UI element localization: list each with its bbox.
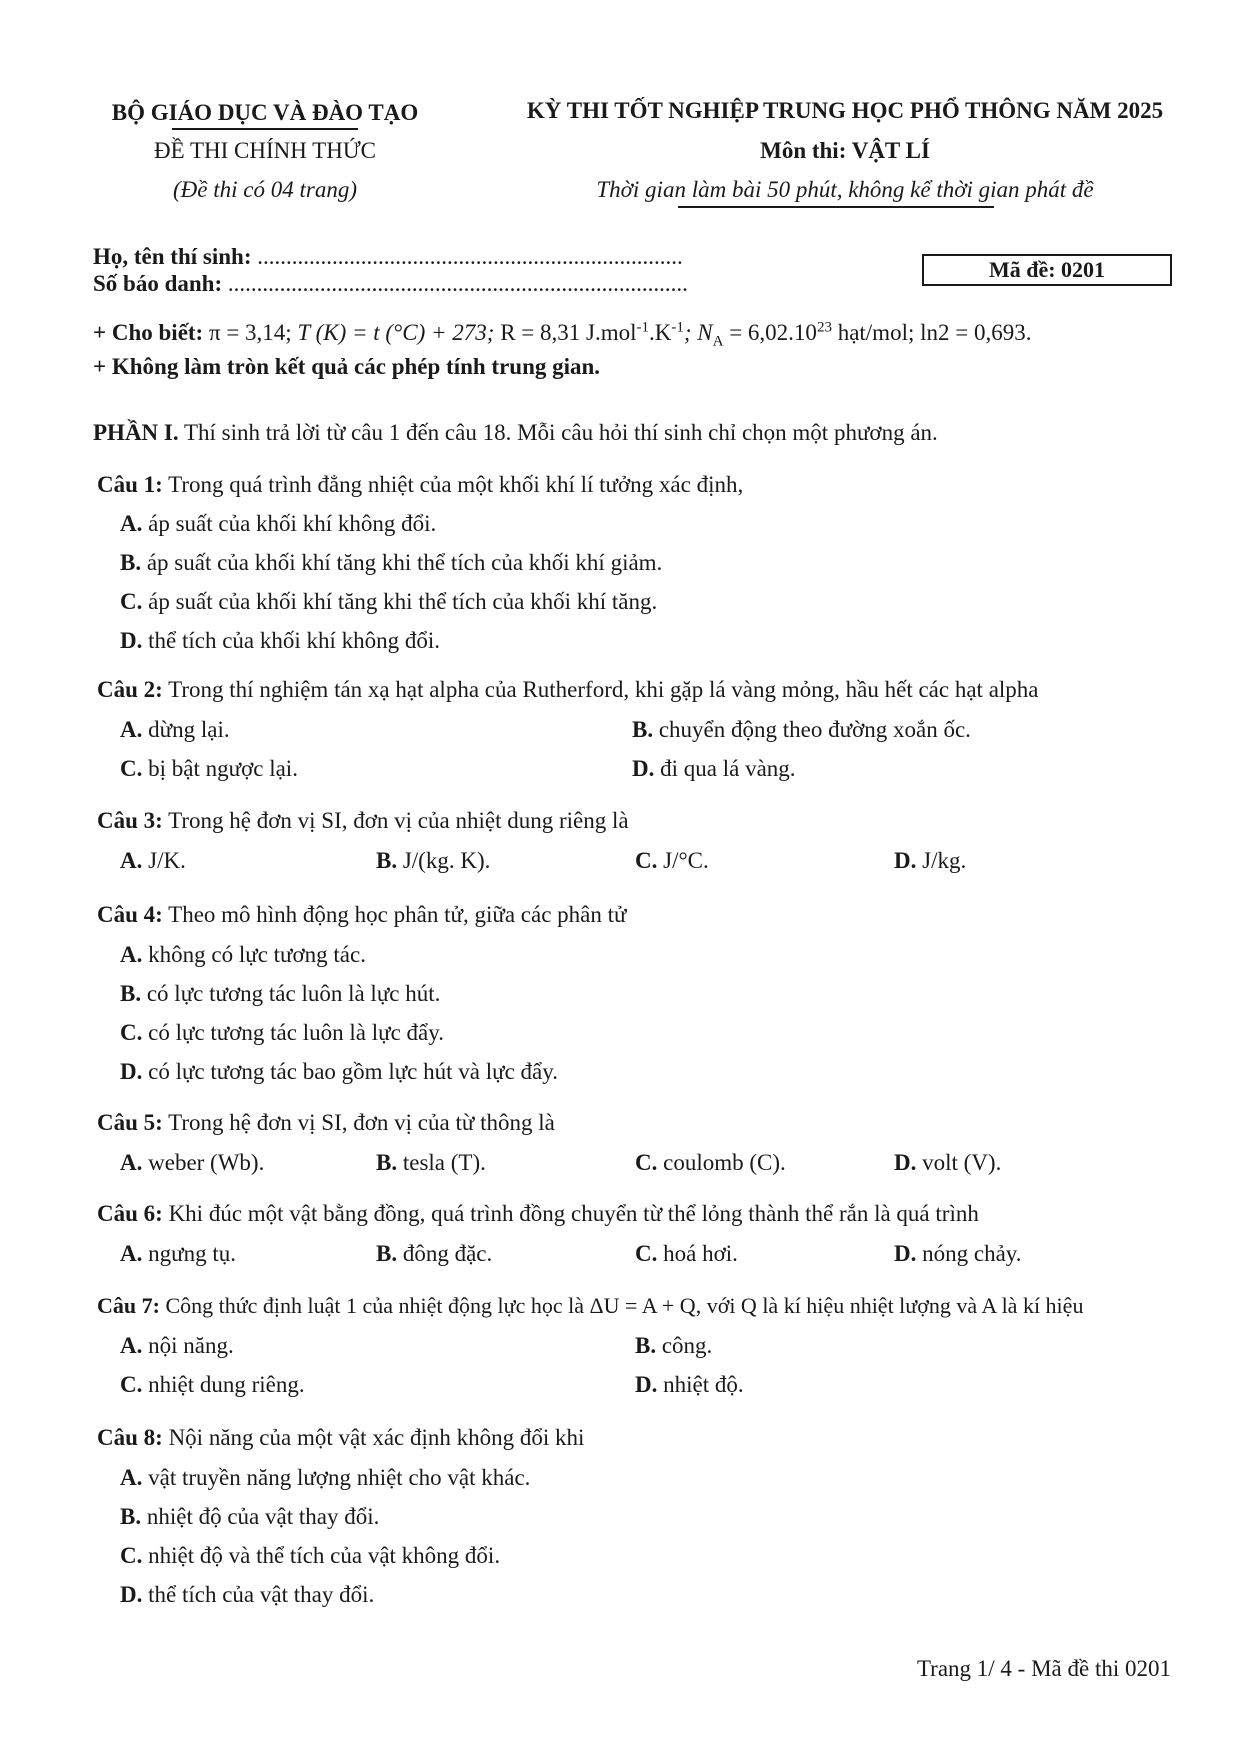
question-8 — [97, 1425, 584, 1451]
question-text: Trong thí nghiệm tán xạ hạt alpha của Rutherford, khi gặp lá vàng mỏng, hầu hết các hạt alpha — [162, 677, 1039, 702]
option-6b[interactable] — [376, 1241, 492, 1267]
option-key: D. — [632, 756, 655, 781]
duration: Thời gian làm bài 50 phút, không kể thời gian phát đề — [596, 177, 1094, 202]
option-text: có lực tương tác bao gồm lực hút và lực đẩy. — [142, 1059, 559, 1084]
given-NA-val: = 6,02.10 — [723, 320, 817, 345]
option-text: thể tích của vật thay đổi. — [142, 1582, 375, 1607]
option-text: J/K. — [142, 848, 186, 873]
question-label: Câu 7: — [97, 1293, 160, 1318]
exam-type: ĐỀ THI CHÍNH THỨC — [153, 138, 377, 163]
option-key: A. — [120, 942, 143, 967]
option-key: D. — [120, 628, 143, 653]
option-1a[interactable] — [120, 511, 436, 537]
option-5a[interactable] — [120, 1150, 264, 1176]
option-7c[interactable] — [120, 1372, 305, 1398]
given-R-sup2: -1 — [671, 319, 684, 336]
option-text: chuyển động theo đường xoắn ốc. — [653, 717, 971, 742]
option-4c[interactable] — [120, 1020, 444, 1046]
given-NA-sub: A — [712, 333, 724, 350]
option-key: A. — [120, 511, 143, 536]
candidate-name-row — [93, 244, 683, 270]
option-1b[interactable] — [120, 550, 662, 576]
option-2c[interactable] — [120, 756, 298, 782]
page-footer: Trang 1/ 4 - Mã đề thi 0201 — [916, 1656, 1171, 1681]
option-5c[interactable] — [635, 1150, 786, 1176]
option-key: B. — [120, 550, 142, 575]
option-text: J/(kg. K). — [397, 848, 491, 873]
given-prefix: + Cho biết: — [93, 320, 204, 345]
option-text: nhiệt độ. — [657, 1372, 744, 1397]
question-3 — [97, 808, 629, 834]
option-key: D. — [894, 1150, 917, 1175]
option-text: có lực tương tác luôn là lực hút. — [141, 981, 441, 1006]
option-text: nóng chảy. — [916, 1241, 1022, 1266]
option-text: công. — [656, 1333, 713, 1358]
part1-heading — [93, 420, 938, 446]
option-key: D. — [120, 1059, 143, 1084]
exam-code-box: Mã đề: 0201 — [922, 254, 1172, 286]
question-7 — [97, 1293, 1083, 1319]
option-key: B. — [120, 1504, 142, 1529]
option-text: áp suất của khối khí tăng khi thể tích của khối khí giảm. — [141, 550, 663, 575]
option-2b[interactable] — [632, 717, 971, 743]
option-1c[interactable] — [120, 589, 657, 615]
option-3c[interactable] — [635, 848, 709, 874]
option-key: D. — [894, 1241, 917, 1266]
option-text: đông đặc. — [397, 1241, 493, 1266]
option-8a[interactable] — [120, 1465, 530, 1491]
option-5d[interactable] — [894, 1150, 1001, 1176]
option-key: C. — [120, 589, 143, 614]
option-key: B. — [376, 1241, 398, 1266]
option-6a[interactable] — [120, 1241, 236, 1267]
page-count: (Đề thi có 04 trang) — [173, 177, 357, 202]
question-label: Câu 3: — [97, 808, 163, 833]
option-text: ngưng tụ. — [142, 1241, 236, 1266]
option-text: áp suất của khối khí không đổi. — [142, 511, 437, 536]
question-label: Câu 1: — [97, 472, 163, 497]
option-key: D. — [120, 1582, 143, 1607]
ministry-name: BỘ GIÁO DỤC VÀ ĐÀO TẠO — [111, 100, 419, 125]
option-5b[interactable] — [376, 1150, 486, 1176]
given-constants — [93, 319, 1032, 350]
option-text: J/°C. — [657, 848, 709, 873]
option-text: nhiệt độ và thể tích của vật không đổi. — [142, 1543, 501, 1568]
candidate-id-row — [93, 271, 688, 297]
option-8b[interactable] — [120, 1504, 379, 1530]
given-R-sup1: -1 — [636, 319, 649, 336]
option-text: vật truyền năng lượng nhiệt cho vật khác. — [142, 1465, 531, 1490]
option-2a[interactable] — [120, 717, 230, 743]
option-text: có lực tương tác luôn là lực đẩy. — [142, 1020, 444, 1045]
subject-line — [500, 138, 1190, 164]
option-3d[interactable] — [894, 848, 966, 874]
question-2 — [97, 677, 1039, 703]
option-1d[interactable] — [120, 628, 440, 654]
question-label: Câu 6: — [97, 1201, 163, 1226]
option-key: C. — [120, 1372, 143, 1397]
question-text: Công thức định luật 1 của nhiệt động lực học là ΔU = A + Q, với Q là kí hiệu nhiệt lượng và A là kí hiệu — [159, 1293, 1084, 1318]
given-NA-sup: 23 — [816, 319, 832, 336]
option-key: D. — [635, 1372, 658, 1397]
option-text: thể tích của khối khí không đổi. — [142, 628, 441, 653]
question-text: Theo mô hình động học phân tử, giữa các phân tử — [162, 902, 627, 927]
option-8d[interactable] — [120, 1582, 374, 1608]
option-7d[interactable] — [635, 1372, 744, 1398]
question-text: Trong quá trình đẳng nhiệt của một khối khí lí tưởng xác định, — [162, 472, 744, 497]
option-key: A. — [120, 848, 143, 873]
option-text: đi qua lá vàng. — [654, 756, 796, 781]
question-text: Trong hệ đơn vị SI, đơn vị của nhiệt dung riêng là — [162, 808, 629, 833]
question-text: Khi đúc một vật bằng đồng, quá trình đồng chuyển từ thể lỏng thành thể rắn là quá trình — [162, 1201, 979, 1226]
candidate-id-dots: ................................................................................ — [227, 271, 688, 296]
question-6 — [97, 1201, 979, 1227]
option-4a[interactable] — [120, 942, 366, 968]
option-key: A. — [120, 717, 143, 742]
question-4 — [97, 902, 626, 928]
question-label: Câu 4: — [97, 902, 163, 927]
option-key: B. — [376, 1150, 398, 1175]
question-5 — [97, 1110, 555, 1136]
option-3a[interactable] — [120, 848, 186, 874]
given-temp: T (K) = t (°C) + 273; — [297, 320, 495, 345]
option-6c[interactable] — [635, 1241, 738, 1267]
ministry-underline — [172, 128, 358, 130]
option-text: không có lực tương tác. — [142, 942, 366, 967]
given-R-mid: .K — [648, 320, 672, 345]
candidate-name-label: Họ, tên thí sinh: — [93, 244, 252, 269]
option-3b[interactable] — [376, 848, 490, 874]
option-key: C. — [120, 1543, 143, 1568]
option-6d[interactable] — [894, 1241, 1022, 1267]
option-key: A. — [120, 1150, 143, 1175]
given-pi: π = 3,14; — [208, 320, 292, 345]
question-1 — [97, 472, 743, 498]
option-text: nội năng. — [142, 1333, 234, 1358]
option-key: A. — [120, 1465, 143, 1490]
option-text: volt (V). — [916, 1150, 1002, 1175]
part1-title: PHẦN I. — [93, 420, 179, 445]
option-text: hoá hơi. — [657, 1241, 738, 1266]
subject-name: VẬT LÍ — [851, 138, 930, 163]
option-7a[interactable] — [120, 1333, 234, 1359]
question-label: Câu 5: — [97, 1110, 163, 1135]
subject-label: Môn thi: — [760, 138, 847, 163]
duration-underline — [678, 206, 994, 208]
question-label: Câu 2: — [97, 677, 163, 702]
option-key: B. — [376, 848, 398, 873]
option-8c[interactable] — [120, 1543, 500, 1569]
exam-title: KỲ THI TỐT NGHIỆP TRUNG HỌC PHỔ THÔNG NĂM 2025 — [526, 98, 1164, 123]
option-4b[interactable] — [120, 981, 440, 1007]
option-key: B. — [632, 717, 654, 742]
option-7b[interactable] — [635, 1333, 712, 1359]
question-text: Nội năng của một vật xác định không đổi khi — [162, 1425, 585, 1450]
option-key: D. — [894, 848, 917, 873]
option-key: A. — [120, 1241, 143, 1266]
option-text: bị bật ngược lại. — [142, 756, 298, 781]
given-NA: ; N — [683, 320, 713, 345]
option-text: nhiệt dung riêng. — [142, 1372, 305, 1397]
candidate-id-label: Số báo danh: — [93, 271, 223, 296]
option-text: dừng lại. — [142, 717, 230, 742]
option-text: J/kg. — [916, 848, 967, 873]
option-key: C. — [635, 1241, 658, 1266]
part1-instruction: Thí sinh trả lời từ câu 1 đến câu 18. Mỗi câu hỏi thí sinh chỉ chọn một phương án. — [178, 420, 938, 445]
option-text: coulomb (C). — [657, 1150, 786, 1175]
option-key: C. — [635, 848, 658, 873]
option-key: C. — [120, 1020, 143, 1045]
given-R: R = 8,31 J.mol — [500, 320, 637, 345]
option-text: nhiệt độ của vật thay đổi. — [141, 1504, 380, 1529]
option-text: áp suất của khối khí tăng khi thể tích của khối khí tăng. — [142, 589, 658, 614]
rounding-note: + Không làm tròn kết quả các phép tính trung gian. — [93, 354, 601, 379]
given-NA-unit: hạt/mol; ln2 = 0,693. — [831, 320, 1032, 345]
option-key: C. — [635, 1150, 658, 1175]
option-2d[interactable] — [632, 756, 796, 782]
option-key: A. — [120, 1333, 143, 1358]
option-4d[interactable] — [120, 1059, 558, 1085]
option-text: tesla (T). — [397, 1150, 486, 1175]
option-text: weber (Wb). — [142, 1150, 265, 1175]
option-key: B. — [120, 981, 142, 1006]
option-key: C. — [120, 756, 143, 781]
question-text: Trong hệ đơn vị SI, đơn vị của từ thông là — [162, 1110, 555, 1135]
question-label: Câu 8: — [97, 1425, 163, 1450]
candidate-name-dots: .......................................................................... — [257, 244, 683, 269]
option-key: B. — [635, 1333, 657, 1358]
